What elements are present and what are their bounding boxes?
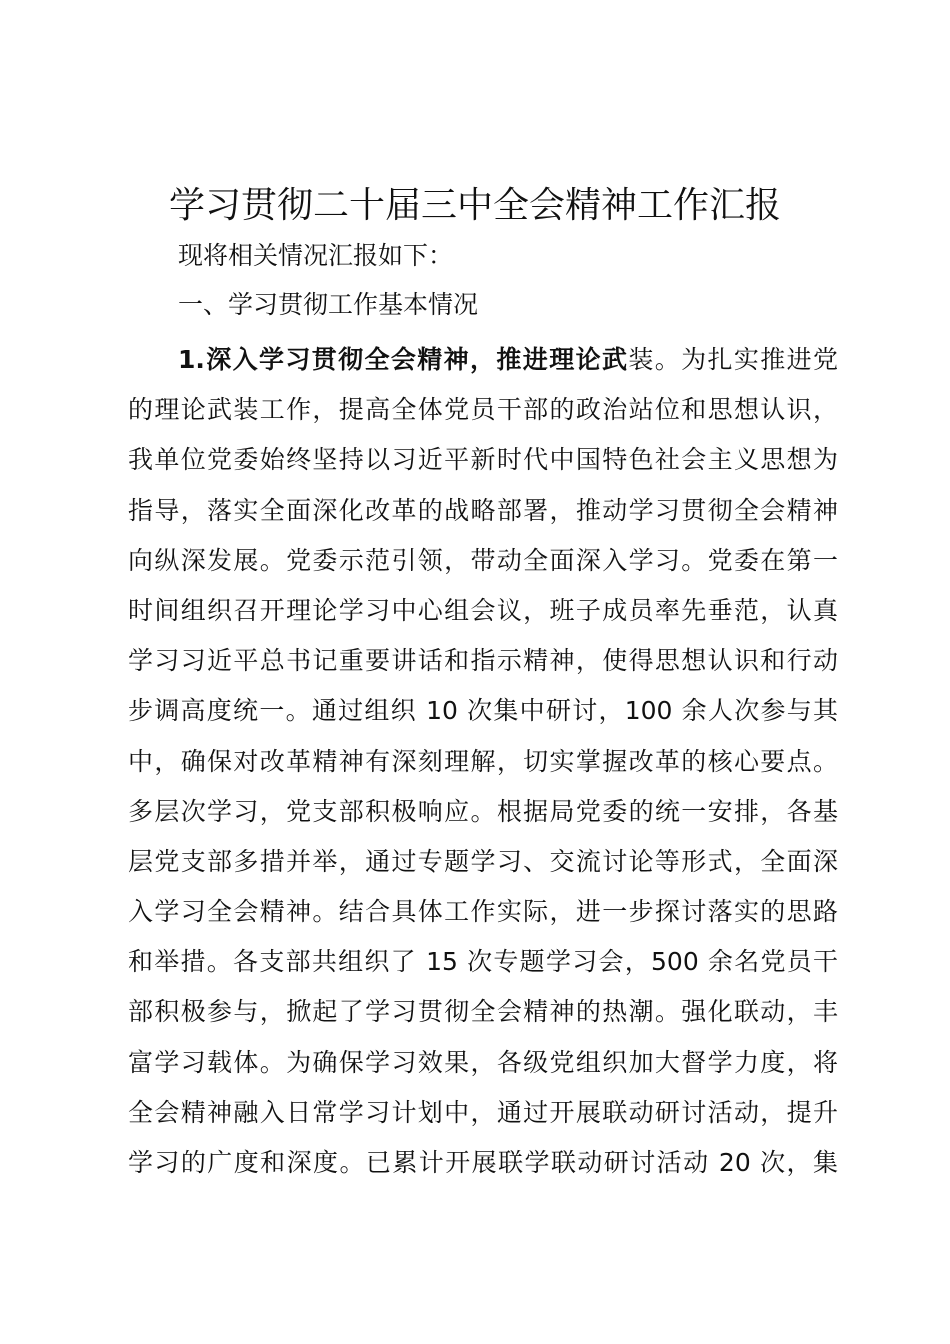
paragraph-line: 的理论武装工作，提高全体党员干部的政治站位和思想认识， <box>128 395 838 425</box>
paragraph-bold-lead: 1.深入学习贯彻全会精神，推进理论武 <box>178 345 629 374</box>
intro-text: 现将相关情况汇报如下： <box>178 241 454 270</box>
paragraph-line: 时间组织召开理论学习中心组会议，班子成员率先垂范，认真 <box>128 595 838 625</box>
document-title: 学习贯彻二十届三中全会精神工作汇报 <box>168 185 781 226</box>
paragraph-line: 全会精神融入日常学习计划中，通过开展联动研讨活动，提升 <box>128 1097 838 1127</box>
paragraph-line: 部积极参与，掀起了学习贯彻全会精神的热潮。强化联动，丰 <box>128 997 838 1027</box>
paragraph-line: 入学习全会精神。结合具体工作实际，进一步探讨落实的思路 <box>128 897 838 927</box>
paragraph-line: 我单位党委始终坚持以习近平新时代中国特色社会主义思想为 <box>128 445 838 475</box>
paragraph-body <box>128 335 838 1188</box>
paragraph-line: 中，确保对改革精神有深刻理解，切实掌握改革的核心要点。 <box>128 746 838 776</box>
paragraph-line: 指导，落实全面深化改革的战略部署，推动学习贯彻全会精神 <box>128 495 838 525</box>
paragraph-line: 学习的广度和深度。已累计开展联学联动研讨活动 20 次，集 <box>128 1148 838 1177</box>
paragraph-line: 向纵深发展。党委示范引领，带动全面深入学习。党委在第一 <box>128 545 838 575</box>
paragraph-line: 步调高度统一。通过组织 10 次集中研讨，100 余人次参与其 <box>128 696 838 726</box>
paragraph-line: 层党支部多措并举，通过专题学习、交流讨论等形式，全面深 <box>128 846 838 876</box>
paragraph-line: 多层次学习，党支部积极响应。根据局党委的统一安排，各基 <box>128 796 838 826</box>
paragraph-line: 富学习载体。为确保学习效果，各级党组织加大督学力度，将 <box>128 1047 838 1077</box>
paragraph-first-line-rest: 装。为扎实推进党 <box>628 345 838 374</box>
section-heading: 一、学习贯彻工作基本情况 <box>178 290 479 319</box>
paragraph-first-line <box>128 335 838 385</box>
paragraph-line: 和举措。各支部共组织了 15 次专题学习会，500 余名党员干 <box>128 947 838 977</box>
paragraph-line: 学习习近平总书记重要讲话和指示精神，使得思想认识和行动 <box>128 646 838 676</box>
